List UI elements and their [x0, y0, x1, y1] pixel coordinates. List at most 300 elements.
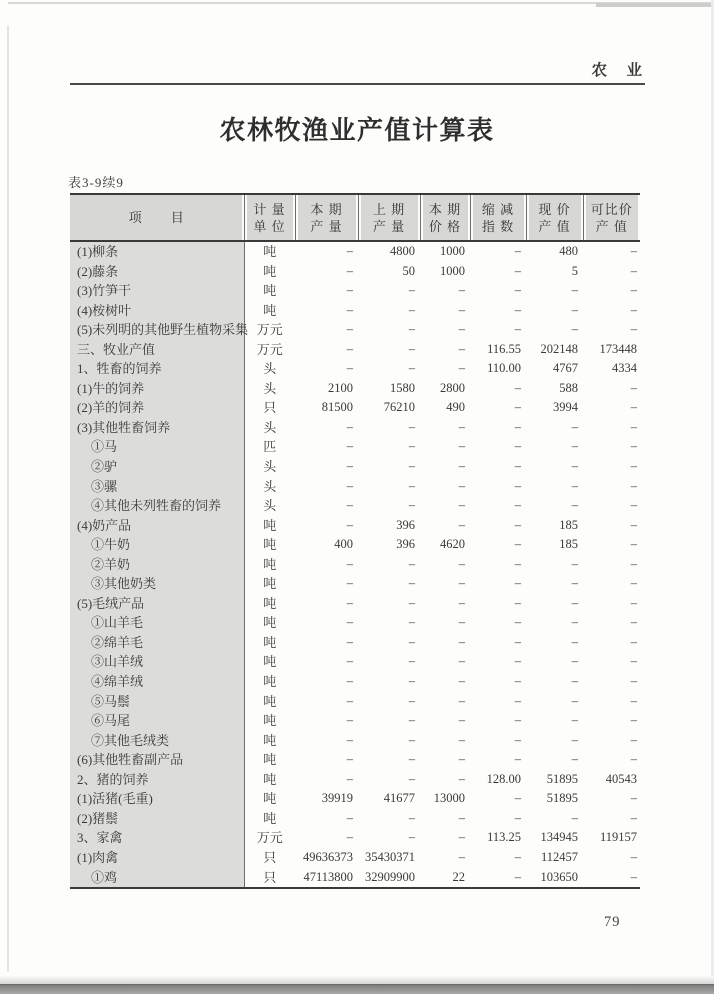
table-row [70, 555, 640, 575]
row-label: (4)桉树叶 [70, 301, 244, 321]
row-value: – [630, 556, 637, 571]
row-value: – [346, 478, 353, 493]
row-value: – [514, 302, 521, 317]
row-label: (6)其他牲畜副产品 [70, 750, 244, 770]
row-value: 1580 [390, 380, 415, 395]
row-value: – [630, 634, 637, 649]
row-value: – [571, 634, 578, 649]
row-value: 35430371 [365, 849, 415, 864]
row-value: – [514, 654, 521, 669]
row-unit: 吨 [263, 732, 277, 748]
row-unit: 吨 [263, 615, 277, 631]
row-label: (1)牛的饲养 [70, 379, 244, 399]
row-value: – [571, 439, 578, 454]
row-unit: 只 [263, 400, 277, 416]
table-row [70, 828, 640, 848]
row-unit: 吨 [263, 752, 277, 768]
row-unit: 头 [263, 478, 277, 494]
table-row [70, 809, 640, 829]
row-value: – [630, 849, 637, 864]
row-value: 112457 [540, 849, 578, 864]
row-value: 1000 [440, 263, 465, 278]
row-value: 76210 [383, 400, 415, 415]
table-row [70, 613, 640, 633]
col-header-deflator-index: 缩 减 指 数 [470, 194, 526, 241]
row-value: – [571, 556, 578, 571]
row-value: – [514, 576, 521, 591]
row-value: – [346, 595, 353, 610]
row-value: 128.00 [486, 771, 521, 786]
row-value: – [514, 595, 521, 610]
row-unit: 头 [263, 361, 277, 377]
row-value: – [458, 283, 465, 298]
row-value: 4800 [390, 244, 415, 258]
row-value: – [630, 380, 637, 395]
row-value: – [458, 752, 465, 767]
col-header-current-price: 本 期 价 格 [420, 194, 470, 241]
row-value: – [630, 537, 637, 552]
row-unit: 吨 [263, 556, 277, 572]
row-unit: 头 [263, 459, 277, 475]
row-unit: 吨 [263, 302, 277, 318]
row-value: – [458, 615, 465, 630]
row-unit: 只 [263, 869, 277, 885]
row-value: – [458, 439, 465, 454]
row-label: ①鸡 [70, 868, 244, 889]
row-value: – [408, 341, 415, 356]
table-row [70, 770, 640, 790]
row-label: 2、猪的饲养 [70, 770, 244, 790]
row-value: 39919 [321, 791, 353, 806]
table-row [70, 301, 640, 321]
row-value: – [346, 459, 353, 474]
row-value: – [514, 322, 521, 337]
row-value: 4620 [440, 537, 465, 552]
row-value: – [630, 244, 637, 258]
row-value: 51895 [546, 771, 578, 786]
row-unit: 吨 [263, 595, 277, 611]
row-value: 32909900 [365, 869, 415, 884]
row-value: – [346, 517, 353, 532]
row-value: 2100 [328, 380, 353, 395]
row-label: (3)竹笋干 [70, 281, 244, 301]
row-value: – [630, 302, 637, 317]
row-value: – [514, 693, 521, 708]
row-label: ⑦其他毛绒类 [70, 731, 244, 751]
row-value: – [458, 459, 465, 474]
row-value: – [408, 830, 415, 845]
row-value: 3994 [553, 400, 578, 415]
row-value: – [571, 595, 578, 610]
row-value: – [571, 810, 578, 825]
row-label: (1)柳条 [70, 241, 244, 262]
row-label: ②羊奶 [70, 555, 244, 575]
row-value: – [514, 615, 521, 630]
row-value: – [630, 419, 637, 434]
row-value: – [630, 693, 637, 708]
table-body [70, 241, 640, 888]
row-value: – [408, 693, 415, 708]
header-rule [70, 83, 645, 85]
row-value: – [458, 322, 465, 337]
row-value: – [408, 654, 415, 669]
row-value: – [630, 322, 637, 337]
row-unit: 万元 [256, 830, 283, 846]
row-value: – [346, 361, 353, 376]
row-value: 22 [452, 869, 465, 884]
row-value: – [458, 693, 465, 708]
row-value: 103650 [540, 869, 578, 884]
row-value: – [408, 283, 415, 298]
row-value: – [458, 302, 465, 317]
row-value: – [458, 576, 465, 591]
row-value: 480 [559, 244, 578, 258]
row-value: – [514, 498, 521, 513]
row-value: – [346, 654, 353, 669]
row-value: – [630, 517, 637, 532]
table-row [70, 868, 640, 889]
table-row [70, 418, 640, 438]
table-row [70, 281, 640, 301]
row-value: – [630, 439, 637, 454]
row-value: 116.55 [487, 341, 521, 356]
row-value: – [458, 654, 465, 669]
row-value: 113.25 [487, 830, 521, 845]
row-unit: 吨 [263, 244, 277, 259]
row-value: – [458, 830, 465, 845]
row-value: – [408, 498, 415, 513]
row-value: – [408, 576, 415, 591]
row-value: – [514, 400, 521, 415]
table-header [70, 194, 640, 241]
row-value: – [630, 654, 637, 669]
row-value: – [458, 341, 465, 356]
row-unit: 吨 [263, 517, 277, 533]
col-header-unit: 计 量 单 位 [244, 194, 295, 241]
col-header-current-output: 本 期 产 量 [295, 194, 358, 241]
row-value: – [346, 713, 353, 728]
row-value: 51895 [546, 791, 578, 806]
row-value: – [514, 459, 521, 474]
row-value: – [346, 810, 353, 825]
row-value: – [630, 498, 637, 513]
page-number: 79 [604, 914, 621, 930]
row-unit: 吨 [263, 283, 277, 299]
row-unit: 头 [263, 380, 277, 396]
row-label: ④绵羊绒 [70, 672, 244, 692]
row-value: 134945 [540, 830, 578, 845]
row-value: 4334 [612, 361, 637, 376]
row-unit: 吨 [263, 634, 277, 650]
row-value: – [458, 810, 465, 825]
row-unit: 匹 [263, 439, 277, 455]
row-label: (2)藤条 [70, 262, 244, 282]
row-value: – [458, 732, 465, 747]
row-value: – [514, 713, 521, 728]
table-row [70, 789, 640, 809]
row-value: 396 [396, 537, 415, 552]
row-label: ①马 [70, 437, 244, 457]
row-value: – [571, 576, 578, 591]
row-value: 185 [559, 517, 578, 532]
row-value: – [571, 654, 578, 669]
row-value: – [514, 537, 521, 552]
row-label: (2)猪鬃 [70, 809, 244, 829]
row-value: – [571, 732, 578, 747]
row-value: – [346, 732, 353, 747]
row-value: – [514, 674, 521, 689]
table-row [70, 457, 640, 477]
row-value: – [408, 556, 415, 571]
row-value: – [514, 869, 521, 884]
page-title: 农林牧渔业产值计算表 [219, 116, 495, 145]
row-value: – [571, 693, 578, 708]
row-value: – [630, 478, 637, 493]
row-value: 490 [446, 400, 465, 415]
row-label: ②驴 [70, 457, 244, 477]
row-value: – [408, 634, 415, 649]
table-row [70, 848, 640, 868]
row-value: – [571, 615, 578, 630]
row-value: – [408, 595, 415, 610]
row-value: 202148 [540, 341, 578, 356]
table-row [70, 241, 640, 262]
row-label: (2)羊的饲养 [70, 398, 244, 418]
row-value: 13000 [433, 791, 465, 806]
table-row [70, 574, 640, 594]
row-value: 5 [571, 263, 578, 278]
row-value: 47113800 [303, 869, 353, 884]
row-value: – [346, 302, 353, 317]
row-label: (4)奶产品 [70, 516, 244, 536]
row-value: – [571, 674, 578, 689]
table-row [70, 320, 640, 340]
row-unit: 万元 [256, 341, 283, 357]
row-value: – [346, 693, 353, 708]
row-value: – [571, 498, 578, 513]
table-row [70, 340, 640, 360]
row-unit: 吨 [263, 810, 277, 826]
row-value: – [346, 634, 353, 649]
table-row [70, 692, 640, 712]
row-value: – [458, 595, 465, 610]
row-value: – [346, 771, 353, 786]
table-row [70, 516, 640, 536]
row-value: – [346, 615, 353, 630]
row-label: ③山羊绒 [70, 652, 244, 672]
row-value: – [346, 244, 353, 258]
table-row [70, 652, 640, 672]
row-value: – [630, 869, 637, 884]
table-row [70, 398, 640, 418]
row-value: – [630, 674, 637, 689]
row-value: – [346, 498, 353, 513]
row-value: – [408, 361, 415, 376]
col-header-current-price-value: 现 价 产 值 [526, 194, 583, 241]
row-unit: 吨 [263, 771, 277, 787]
row-value: – [630, 752, 637, 767]
row-label: ④其他未列牲畜的饲养 [70, 496, 244, 516]
running-header: 农 业 [591, 62, 644, 79]
row-value: – [514, 419, 521, 434]
row-value: – [408, 439, 415, 454]
row-value: 40543 [605, 771, 637, 786]
table-row [70, 359, 640, 379]
row-value: 173448 [599, 341, 637, 356]
row-value: – [514, 556, 521, 571]
row-value: 119157 [599, 830, 637, 845]
row-value: – [408, 752, 415, 767]
col-header-item: 项 目 [70, 194, 244, 241]
row-value: – [346, 419, 353, 434]
row-label: (5)未列明的其他野生植物采集 [70, 320, 244, 340]
row-value: 81500 [321, 400, 353, 415]
row-value: – [458, 849, 465, 864]
row-value: – [346, 752, 353, 767]
row-value: – [571, 459, 578, 474]
row-value: – [514, 478, 521, 493]
row-value: 41677 [383, 791, 415, 806]
row-value: – [514, 634, 521, 649]
row-value: – [514, 283, 521, 298]
row-value: – [630, 283, 637, 298]
row-value: – [346, 830, 353, 845]
row-value: – [458, 498, 465, 513]
row-value: – [346, 341, 353, 356]
row-unit: 吨 [263, 654, 277, 670]
row-value: – [571, 752, 578, 767]
row-unit: 吨 [263, 576, 277, 592]
row-value: – [458, 556, 465, 571]
row-value: 588 [559, 380, 578, 395]
table-row [70, 535, 640, 555]
table-row [70, 496, 640, 516]
row-label: ⑥马尾 [70, 711, 244, 731]
row-value: – [630, 713, 637, 728]
row-value: – [514, 380, 521, 395]
row-value: – [458, 517, 465, 532]
row-unit: 只 [263, 849, 277, 865]
row-label: (1)活猪(毛重) [70, 789, 244, 809]
row-value: – [346, 439, 353, 454]
table-row [70, 477, 640, 497]
table-row [70, 672, 640, 692]
table-row [70, 437, 640, 457]
table-row [70, 750, 640, 770]
row-value: – [408, 713, 415, 728]
row-value: – [346, 674, 353, 689]
row-label: 三、牧业产值 [70, 340, 244, 360]
row-value: – [408, 478, 415, 493]
row-value: – [571, 419, 578, 434]
row-value: – [408, 322, 415, 337]
scan-top-right-edge [596, 3, 714, 7]
row-value: – [458, 674, 465, 689]
row-value: – [408, 459, 415, 474]
row-value: – [458, 771, 465, 786]
row-value: – [458, 419, 465, 434]
row-value: 1000 [440, 244, 465, 258]
col-header-previous-output: 上 期 产 量 [358, 194, 420, 241]
row-value: – [571, 713, 578, 728]
table-row [70, 379, 640, 399]
row-value: – [514, 244, 521, 258]
row-value: – [514, 439, 521, 454]
row-value: – [458, 478, 465, 493]
scan-bottom-dark-edge [0, 984, 714, 994]
row-value: – [346, 556, 353, 571]
row-label: ⑤马鬃 [70, 692, 244, 712]
row-value: – [514, 517, 521, 532]
row-value: – [571, 322, 578, 337]
row-value: – [630, 732, 637, 747]
row-value: – [514, 752, 521, 767]
row-value: – [630, 400, 637, 415]
row-value: 2800 [440, 380, 465, 395]
row-unit: 吨 [263, 674, 277, 690]
row-value: – [458, 361, 465, 376]
row-label: 3、家禽 [70, 828, 244, 848]
row-value: – [408, 615, 415, 630]
table-header-row [70, 194, 640, 241]
row-value: – [571, 302, 578, 317]
row-value: – [458, 634, 465, 649]
row-unit: 吨 [263, 791, 277, 807]
row-unit: 吨 [263, 693, 277, 709]
row-label: ③骡 [70, 477, 244, 497]
row-value: – [630, 459, 637, 474]
row-value: – [630, 791, 637, 806]
row-value: – [408, 302, 415, 317]
row-label: (1)肉禽 [70, 848, 244, 868]
row-unit: 万元 [256, 322, 283, 338]
row-value: – [346, 263, 353, 278]
row-unit: 头 [263, 419, 277, 435]
row-value: – [346, 322, 353, 337]
row-value: 396 [396, 517, 415, 532]
row-value: – [408, 419, 415, 434]
row-value: – [571, 283, 578, 298]
row-value: – [458, 713, 465, 728]
row-value: 185 [559, 537, 578, 552]
row-value: – [514, 849, 521, 864]
row-label: 1、牲畜的饲养 [70, 359, 244, 379]
row-value: – [408, 810, 415, 825]
row-value: – [571, 478, 578, 493]
row-value: – [514, 810, 521, 825]
row-value: 4767 [553, 361, 578, 376]
row-label: (5)毛绒产品 [70, 594, 244, 614]
row-label: ③其他奶类 [70, 574, 244, 594]
table-row [70, 262, 640, 282]
row-label: (3)其他牲畜饲养 [70, 418, 244, 438]
row-label: ②绵羊毛 [70, 633, 244, 653]
row-value: – [630, 615, 637, 630]
row-value: – [630, 263, 637, 278]
row-value: – [514, 791, 521, 806]
scan-left-edge [7, 26, 9, 972]
row-value: 110.00 [487, 361, 521, 376]
row-value: – [346, 576, 353, 591]
table-caption: 表3-9续9 [68, 175, 124, 190]
row-value: – [630, 576, 637, 591]
output-value-table [70, 193, 640, 889]
row-value: – [408, 732, 415, 747]
table-row [70, 633, 640, 653]
row-value: – [408, 674, 415, 689]
row-value: – [630, 595, 637, 610]
row-unit: 吨 [263, 263, 277, 279]
